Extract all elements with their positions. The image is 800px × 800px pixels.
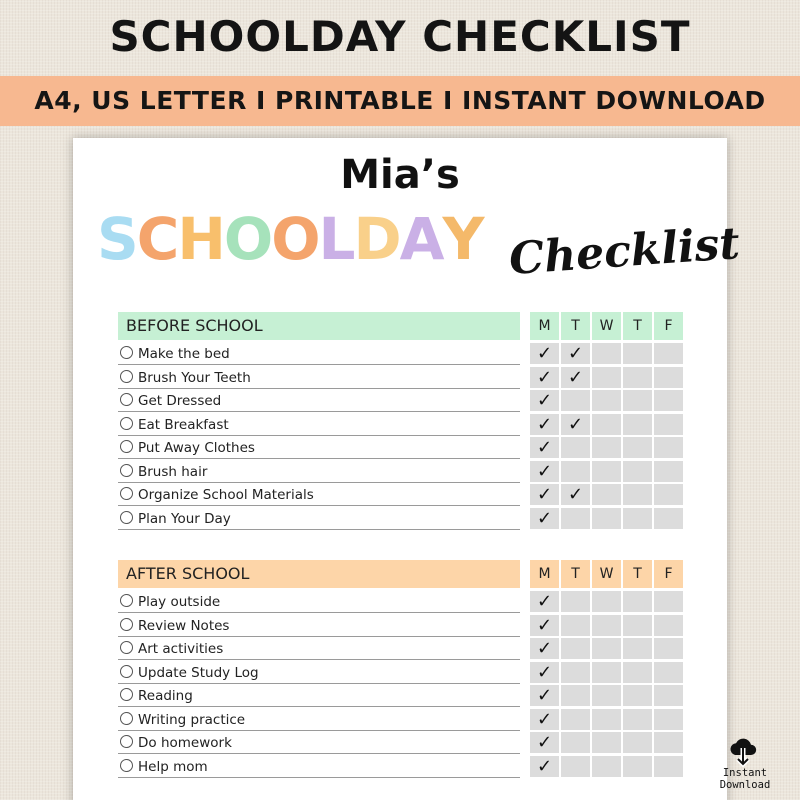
day-header: M [530,312,559,340]
task-row [118,390,683,414]
day-checkbox[interactable] [654,390,683,411]
checklist-script-heading: Checklist [507,218,742,285]
day-header: W [592,560,621,588]
task-row [118,662,683,686]
section-header [118,560,683,588]
task-label: Review Notes [118,615,520,637]
day-checkbox[interactable]: ✓ [530,662,559,683]
day-checkbox[interactable]: ✓ [530,638,559,659]
day-checkbox[interactable] [623,367,652,388]
task-label: Make the bed [118,343,520,365]
heading-letter: L [318,205,354,273]
day-checkbox[interactable] [592,437,621,458]
task-radio[interactable] [120,346,133,359]
day-checkbox[interactable] [654,343,683,364]
day-checkbox[interactable] [623,756,652,777]
task-radio[interactable] [120,759,133,772]
heading-letter: H [177,205,224,273]
page-title: SCHOOLDAY CHECKLIST [109,12,691,61]
task-label: Brush hair [118,461,520,483]
heading-letter: A [399,205,443,273]
task-label: Play outside [118,591,520,613]
task-radio[interactable] [120,393,133,406]
task-row [118,414,683,438]
day-checkbox[interactable] [561,732,590,753]
instant-download-label: Instant Download [719,767,771,791]
day-checkbox[interactable] [654,508,683,529]
day-checkbox[interactable] [561,685,590,706]
task-row [118,685,683,709]
day-checkbox[interactable] [592,685,621,706]
section-title: AFTER SCHOOL [118,560,520,588]
day-checkbox[interactable] [654,662,683,683]
day-checkbox[interactable] [654,484,683,505]
section-header [118,312,683,340]
task-label: Get Dressed [118,390,520,412]
heading-letter: O [223,205,272,273]
day-checkbox[interactable] [592,638,621,659]
day-checkbox[interactable]: ✓ [530,484,559,505]
schoolday-heading [97,204,483,274]
day-checkbox[interactable] [623,591,652,612]
task-label: Reading [118,685,520,707]
day-checkbox[interactable] [592,662,621,683]
day-checkbox[interactable] [654,638,683,659]
task-label: Organize School Materials [118,484,520,506]
heading-letter: Y [442,205,483,273]
day-checkbox[interactable] [592,756,621,777]
day-checkbox[interactable] [654,709,683,730]
day-checkbox[interactable] [623,662,652,683]
day-checkbox[interactable]: ✓ [561,484,590,505]
day-checkbox[interactable]: ✓ [530,414,559,435]
day-header: T [561,560,590,588]
heading-letter: O [271,205,319,273]
day-checkbox[interactable] [561,615,590,636]
owner-name: Mia’s [340,152,460,198]
day-checkbox[interactable] [654,461,683,482]
task-row [118,343,683,367]
task-radio[interactable] [120,688,133,701]
day-checkbox[interactable] [592,367,621,388]
task-row [118,638,683,662]
day-checkbox[interactable] [623,390,652,411]
day-checkbox[interactable] [654,685,683,706]
checklist-sheet [73,138,742,800]
day-header: T [623,560,652,588]
task-label: Do homework [118,732,520,754]
day-checkbox[interactable] [592,461,621,482]
task-row [118,508,683,532]
day-checkbox[interactable] [592,508,621,529]
day-checkbox[interactable] [561,437,590,458]
heading-letter: S [97,205,137,273]
section-title: BEFORE SCHOOL [118,312,520,340]
task-label: Put Away Clothes [118,437,520,459]
task-radio[interactable] [120,641,133,654]
day-checkbox[interactable] [623,414,652,435]
day-checkbox[interactable] [561,591,590,612]
task-row [118,437,683,461]
cloud-download-icon [727,735,759,767]
heading-letter: C [136,205,178,273]
task-row [118,756,683,780]
day-checkbox[interactable]: ✓ [530,732,559,753]
day-checkbox[interactable] [623,638,652,659]
day-checkbox[interactable] [592,591,621,612]
day-checkbox[interactable]: ✓ [530,437,559,458]
task-radio[interactable] [120,665,133,678]
before-school-section [118,312,683,531]
task-row [118,367,683,391]
task-label: Brush Your Teeth [118,367,520,389]
day-checkbox[interactable] [561,638,590,659]
day-checkbox[interactable] [654,367,683,388]
day-checkbox[interactable] [592,343,621,364]
day-checkbox[interactable] [623,484,652,505]
task-row [118,484,683,508]
day-checkbox[interactable] [561,461,590,482]
day-checkbox[interactable]: ✓ [530,615,559,636]
task-radio[interactable] [120,735,133,748]
day-header: F [654,560,683,588]
task-label: Help mom [118,756,520,778]
day-checkbox[interactable]: ✓ [530,508,559,529]
day-checkbox[interactable]: ✓ [561,343,590,364]
task-radio[interactable] [120,712,133,725]
day-checkbox[interactable] [592,390,621,411]
day-checkbox[interactable] [561,756,590,777]
task-radio[interactable] [120,370,133,383]
day-checkbox[interactable] [654,437,683,458]
day-header: F [654,312,683,340]
day-checkbox[interactable] [592,615,621,636]
task-row [118,615,683,639]
task-radio[interactable] [120,618,133,631]
day-checkbox[interactable] [592,709,621,730]
task-row [118,732,683,756]
task-row [118,709,683,733]
day-checkbox[interactable] [623,732,652,753]
day-checkbox[interactable]: ✓ [530,756,559,777]
after-school-section [118,560,683,779]
day-checkbox[interactable] [592,484,621,505]
day-checkbox[interactable]: ✓ [561,414,590,435]
task-row [118,591,683,615]
day-checkbox[interactable]: ✓ [561,367,590,388]
day-checkbox[interactable] [654,414,683,435]
format-banner: A4, US LETTER I PRINTABLE I INSTANT DOWNLOAD [0,76,800,126]
day-checkbox[interactable] [561,508,590,529]
day-header: T [623,312,652,340]
day-checkbox[interactable] [592,732,621,753]
task-radio[interactable] [120,511,133,524]
day-checkbox[interactable] [623,615,652,636]
day-checkbox[interactable] [592,414,621,435]
task-label: Plan Your Day [118,508,520,530]
day-checkbox[interactable] [654,756,683,777]
day-checkbox[interactable] [561,709,590,730]
day-header: M [530,560,559,588]
day-checkbox[interactable] [561,390,590,411]
day-header: T [561,312,590,340]
day-checkbox[interactable]: ✓ [530,709,559,730]
day-checkbox[interactable]: ✓ [530,591,559,612]
task-label: Art activities [118,638,520,660]
day-checkbox[interactable]: ✓ [530,461,559,482]
day-checkbox[interactable] [623,437,652,458]
day-checkbox[interactable] [654,591,683,612]
task-label: Eat Breakfast [118,414,520,436]
day-checkbox[interactable]: ✓ [530,367,559,388]
day-checkbox[interactable] [561,662,590,683]
day-checkbox[interactable] [654,732,683,753]
task-label: Writing practice [118,709,520,731]
task-row [118,461,683,485]
day-checkbox[interactable] [654,615,683,636]
day-checkbox[interactable]: ✓ [530,685,559,706]
task-radio[interactable] [120,464,133,477]
day-checkbox[interactable]: ✓ [530,343,559,364]
task-label: Update Study Log [118,662,520,684]
day-header: W [592,312,621,340]
day-checkbox[interactable] [623,343,652,364]
day-checkbox[interactable] [623,685,652,706]
day-checkbox[interactable] [623,508,652,529]
task-radio[interactable] [120,487,133,500]
heading-letter: D [353,205,400,273]
task-radio[interactable] [120,417,133,430]
task-radio[interactable] [120,594,133,607]
day-checkbox[interactable] [623,461,652,482]
day-checkbox[interactable] [623,709,652,730]
day-checkbox[interactable]: ✓ [530,390,559,411]
task-radio[interactable] [120,440,133,453]
